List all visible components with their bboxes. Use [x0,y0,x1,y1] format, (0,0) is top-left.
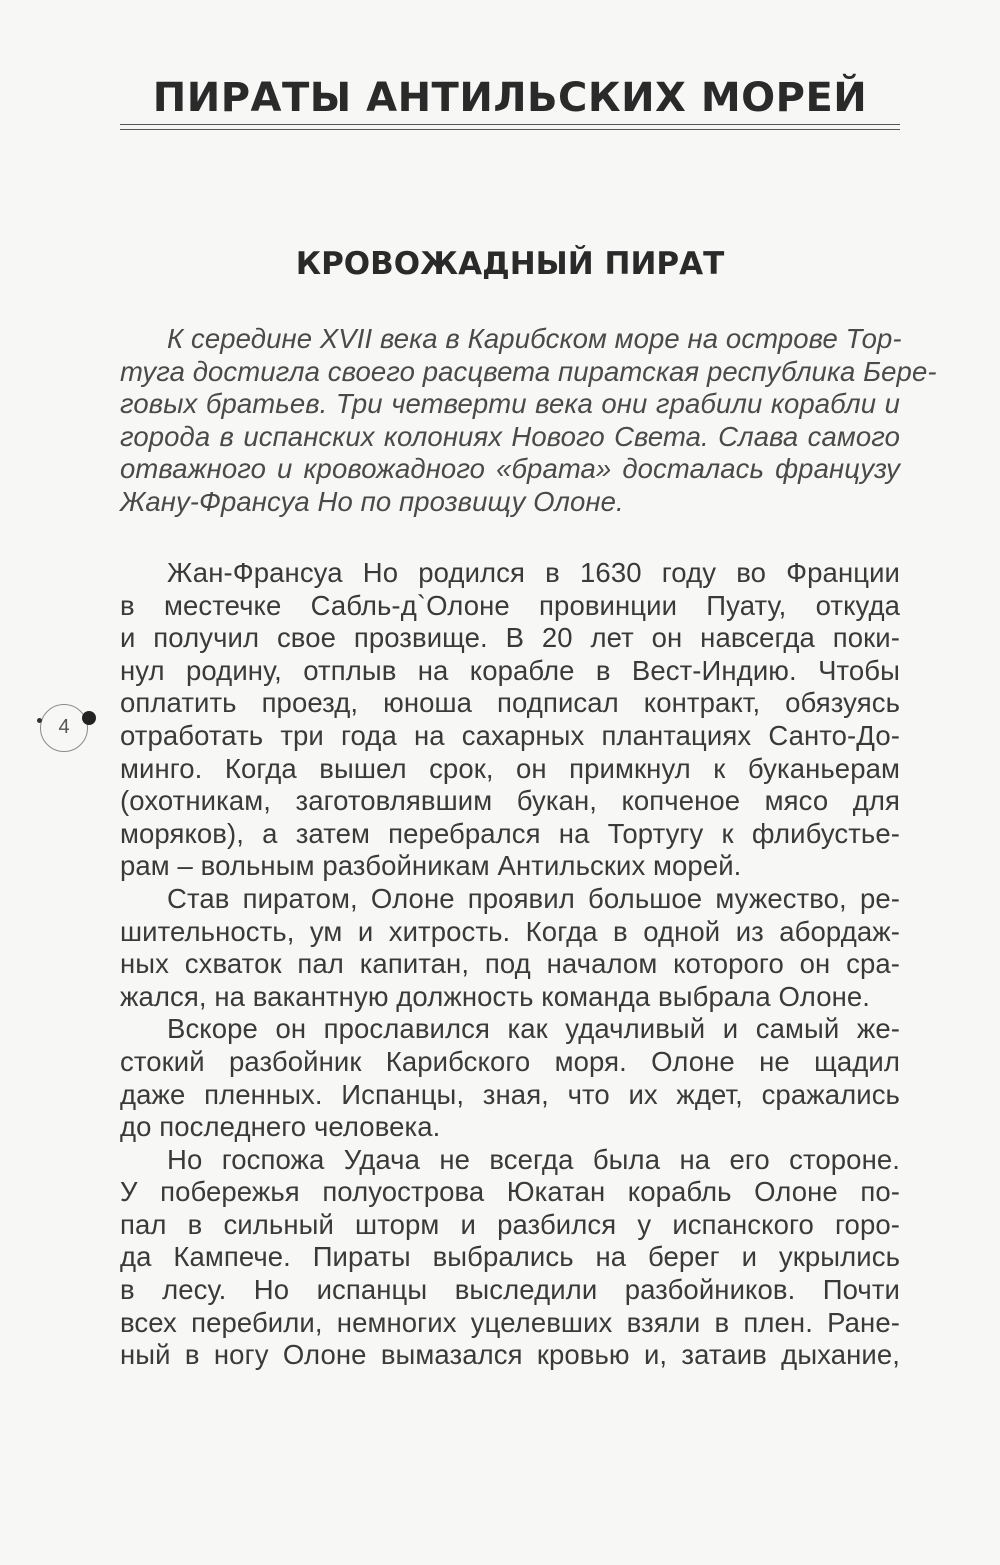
body-line: в лесу. Но испанцы выследили разбойников. Почти [120,1274,900,1306]
lead-line: говых братьев. Три четверти века они грабили корабли и [120,388,900,420]
lead-paragraph [120,323,937,519]
body-line: минго. Когда вышел срок, он примкнул к буканьерам [120,752,900,784]
body-line: У побережья полуострова Юкатан корабль Олоне по- [120,1176,900,1208]
body-line: ных схваток пал капитан, под началом которого он сра- [120,948,900,980]
lead-line: отважного и кровожадного «брата» досталась французу [120,453,900,485]
page-number: 4 [58,716,70,738]
running-title: ПИРАТЫ АНТИЛЬСКИХ МОРЕЙ [152,75,868,121]
body-line: стокий разбойник Карибского моря. Олоне не щадил [120,1045,900,1077]
body-line: в местечке Сабль-д`Олоне провинции Пуату, откуда [120,589,900,621]
body-line: всех перебили, немногих уцелевших взяли в плен. Ране- [120,1306,900,1338]
body-line: оплатить проезд, юноша подписал контракт, обязуясь [120,687,900,719]
body-line: пал в сильный шторм и разбился у испанского горо- [120,1208,900,1240]
small-dot-icon [37,718,42,723]
body-line: нул родину, отплыв на корабле в Вест-Индию. Чтобы [120,654,900,686]
lead-line: города в испанских колониях Нового Света. Слава самого [120,420,900,452]
header-rule-bottom [120,129,900,130]
body-line: и получил свое прозвище. В 20 лет он навсегда поки- [120,622,900,654]
body-line: да Кампече. Пираты выбрались на берег и укрылись [120,1241,900,1273]
body-line: Жан-Франсуа Но родился в 1630 году во Франции [167,557,900,588]
body-line: ный в ногу Олоне вымазался кровью и, затаив дыхание, [120,1339,900,1371]
header-rule-top [120,124,900,125]
body-line: (охотникам, заготовлявшим букан, копченое мясо для [120,785,900,817]
large-dot-icon [82,711,96,725]
body-line: Став пиратом, Олоне проявил большое мужество, ре- [167,882,900,914]
body-line: Вскоре он прославился как удачливый и самый же- [167,1013,900,1045]
lead-line: К середине XVII века в Карибском море на острове Тор- [167,323,902,354]
lead-line: Жану-Франсуа Но по прозвищу Олоне. [120,485,624,517]
body-line: даже пленных. Испанцы, зная, что их ждет, сражались [120,1078,900,1110]
body-line: шительность, ум и хитрость. Когда в одной из абордаж- [120,915,900,947]
body-line: до последнего человека. [120,1111,441,1143]
chapter-title: КРОВОЖАДНЫЙ ПИРАТ [295,246,725,282]
body-text [120,557,900,1372]
body-line: рам – вольным разбойникам Антильских морей. [120,850,742,882]
body-line: моряков), а затем перебрался на Тортугу к флибустье- [120,817,900,849]
body-line: Но госпожа Удача не всегда была на его стороне. [167,1143,900,1175]
lead-line: туга достигла своего расцвета пиратская республика Бере- [120,355,937,387]
body-line: жался, на вакантную должность команда выбрала Олоне. [120,980,871,1012]
body-line: отработать три года на сахарных плантациях Санто-До- [120,719,900,751]
